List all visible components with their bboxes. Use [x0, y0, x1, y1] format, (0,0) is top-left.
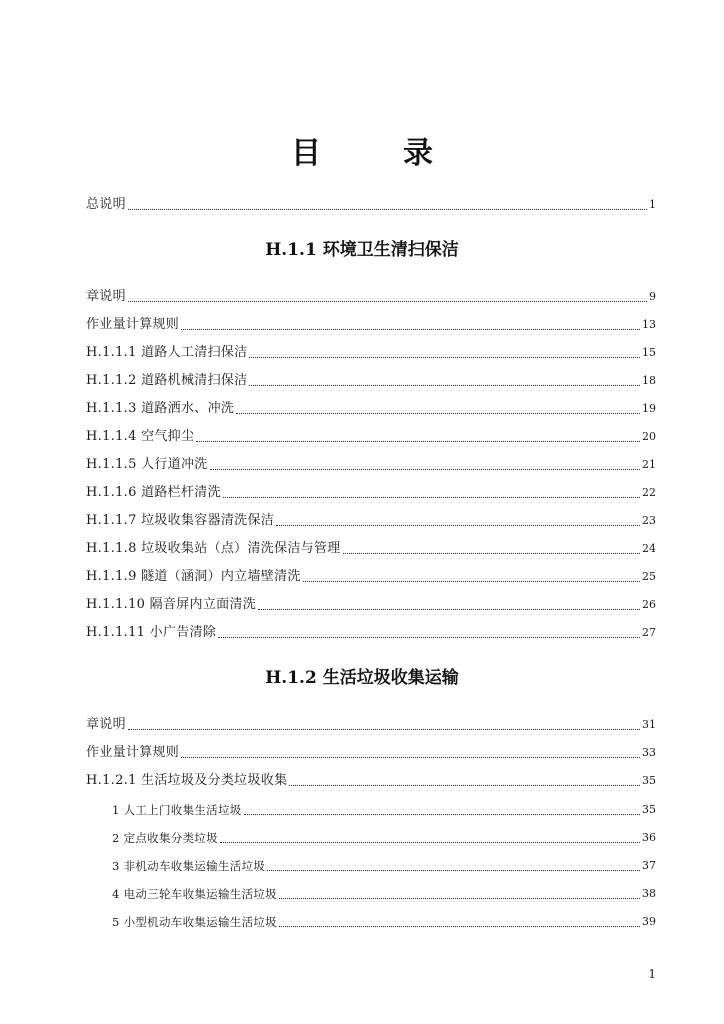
toc-entry-page: 22	[642, 486, 656, 499]
toc-entry-page: 13	[642, 318, 656, 331]
toc-entry-page: 35	[642, 774, 656, 787]
dot-leader	[181, 329, 640, 330]
toc-entry-general-notes[interactable]	[86, 194, 656, 214]
toc-entry-page: 18	[642, 374, 656, 387]
toc-entry-page: 9	[649, 290, 656, 303]
section-heading-h111: H.1.1 环境卫生清扫保洁	[265, 240, 459, 260]
toc-entry[interactable]	[112, 883, 656, 903]
toc-entry-label: 章说明	[86, 717, 126, 732]
toc-entry[interactable]	[86, 286, 656, 306]
toc-entry[interactable]	[86, 622, 656, 642]
toc-entry-label: H.1.1.11 小广告清除	[86, 625, 217, 640]
dot-leader	[276, 525, 640, 526]
toc-entry[interactable]	[86, 742, 656, 762]
toc-entry[interactable]	[86, 314, 656, 334]
dot-leader	[196, 441, 640, 442]
toc-entry-label: H.1.1.1 道路人工清扫保洁	[86, 345, 248, 360]
toc-entry-page: 21	[642, 458, 656, 471]
toc-entry-label: 章说明	[86, 289, 126, 304]
dot-leader	[258, 609, 640, 610]
toc-entry-page: 25	[642, 570, 656, 583]
dot-leader	[210, 469, 640, 470]
toc-entry-label: H.1.1.4 空气抑尘	[86, 429, 195, 444]
toc-entry[interactable]	[86, 426, 656, 446]
toc-entry-page: 1	[649, 198, 656, 211]
toc-entry-label: 3 非机动车收集运输生活垃圾	[112, 859, 266, 873]
toc-entry[interactable]	[86, 538, 656, 558]
toc-entry[interactable]	[86, 398, 656, 418]
toc-entry[interactable]	[112, 911, 656, 931]
toc-entry[interactable]	[112, 799, 656, 819]
dot-leader	[343, 553, 640, 554]
toc-entry[interactable]	[86, 770, 656, 790]
toc-entry-page: 26	[642, 598, 656, 611]
dot-leader	[128, 301, 647, 302]
toc-entry-page: 24	[642, 542, 656, 555]
toc-entry-label: H.1.1.5 人行道冲洗	[86, 457, 208, 472]
toc-entry-page: 31	[642, 718, 656, 731]
toc-entry-page: 23	[642, 514, 656, 527]
toc-entry[interactable]	[86, 370, 656, 390]
toc-entry[interactable]	[86, 454, 656, 474]
dot-leader	[220, 842, 640, 843]
toc-entry[interactable]	[86, 714, 656, 734]
toc-entry[interactable]	[86, 510, 656, 530]
toc-entry-label: H.1.1.9 隧道（涵洞）内立墙壁清洗	[86, 569, 301, 584]
toc-entry-page: 38	[642, 887, 656, 900]
page-number: 1	[648, 967, 656, 981]
toc-entry-page: 35	[642, 803, 656, 816]
toc-entry-page: 33	[642, 746, 656, 759]
dot-leader	[289, 785, 640, 786]
toc-entry-label: 4 电动三轮车收集运输生活垃圾	[112, 887, 277, 901]
toc-entry-page: 27	[642, 626, 656, 639]
dot-leader	[249, 357, 640, 358]
toc-entry[interactable]	[86, 342, 656, 362]
toc-entry-label: H.1.1.2 道路机械清扫保洁	[86, 373, 248, 388]
dot-leader	[303, 581, 640, 582]
toc-entry-page: 19	[642, 402, 656, 415]
page-title: 目 录	[291, 136, 459, 171]
dot-leader	[128, 729, 640, 730]
toc-entry-page: 15	[642, 346, 656, 359]
toc-entry-label: H.1.1.3 道路洒水、冲洗	[86, 401, 235, 416]
dot-leader	[236, 413, 640, 414]
toc-entry-label: H.1.1.7 垃圾收集容器清洗保洁	[86, 513, 275, 528]
section-heading-h112: H.1.2 生活垃圾收集运输	[265, 668, 459, 688]
toc-entry-label: H.1.2.1 生活垃圾及分类垃圾收集	[86, 773, 288, 788]
toc-entry[interactable]	[86, 482, 656, 502]
dot-leader	[279, 898, 640, 899]
dot-leader	[279, 926, 640, 927]
toc-entry[interactable]	[86, 566, 656, 586]
dot-leader	[244, 814, 640, 815]
toc-entry[interactable]	[112, 855, 656, 875]
toc-entry-page: 39	[642, 915, 656, 928]
dot-leader	[218, 637, 640, 638]
toc-entry-label: 作业量计算规则	[86, 317, 180, 332]
toc-entry-page: 20	[642, 430, 656, 443]
dot-leader	[249, 385, 640, 386]
toc-entry-label: 5 小型机动车收集运输生活垃圾	[112, 915, 277, 929]
toc-entry-label: 1 人工上门收集生活垃圾	[112, 803, 242, 817]
toc-entry-page: 36	[642, 831, 656, 844]
toc-entry[interactable]	[112, 827, 656, 847]
dot-leader	[223, 497, 640, 498]
toc-entry-label: H.1.1.8 垃圾收集站（点）清洗保洁与管理	[86, 541, 341, 556]
toc-entry-label: 作业量计算规则	[86, 745, 180, 760]
toc-entry-label: H.1.1.6 道路栏杆清洗	[86, 485, 221, 500]
toc-entry-page: 37	[642, 859, 656, 872]
dot-leader	[267, 870, 640, 871]
toc-entry-label: H.1.1.10 隔音屏内立面清洗	[86, 597, 257, 612]
dot-leader	[128, 209, 647, 210]
toc-entry[interactable]	[86, 594, 656, 614]
toc-entry-label: 总说明	[86, 197, 126, 212]
toc-entry-label: 2 定点收集分类垃圾	[112, 831, 218, 845]
dot-leader	[181, 757, 640, 758]
